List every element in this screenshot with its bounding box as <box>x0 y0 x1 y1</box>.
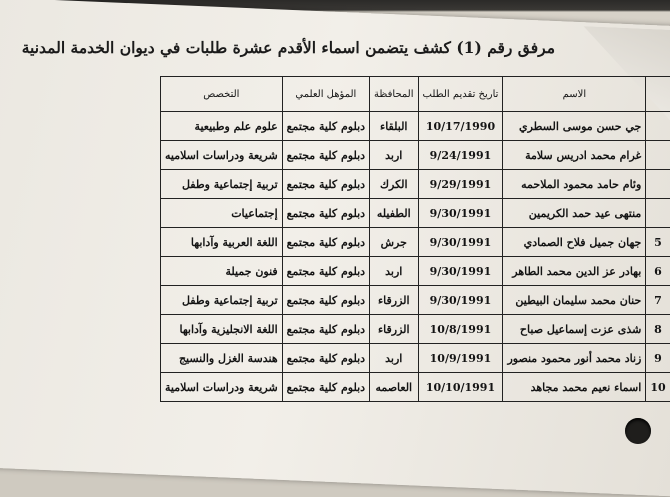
cell-name: وئام حامد محمود الملاحمه <box>503 170 646 199</box>
cell-name: بهادر عز الدين محمد الطاهر <box>503 257 646 286</box>
cell-specialization: هندسة الغزل والنسيج <box>161 344 283 373</box>
cell-number <box>646 112 670 141</box>
cell-qualification: دبلوم كلية مجتمع <box>282 286 369 315</box>
cell-specialization: تربية إجتماعية وطفل <box>161 286 283 315</box>
cell-governorate: البلقاء <box>370 112 418 141</box>
table-row <box>161 170 670 199</box>
cell-date: 10/8/1991 <box>418 315 503 344</box>
cell-qualification: دبلوم كلية مجتمع <box>282 373 369 402</box>
table-row <box>161 112 670 141</box>
cell-qualification: دبلوم كلية مجتمع <box>282 170 369 199</box>
cell-governorate: الكرك <box>370 170 418 199</box>
cell-number: 9 <box>646 344 670 373</box>
cell-name: جهان جميل فلاح الصمادي <box>503 228 646 257</box>
cell-governorate: اربد <box>370 257 418 286</box>
header-number <box>646 77 670 112</box>
cell-number: 8 <box>646 315 670 344</box>
cell-specialization: اللغة العربية وآدابها <box>161 228 283 257</box>
cell-specialization: إجتماعيات <box>161 199 283 228</box>
cell-governorate: الزرقاء <box>370 286 418 315</box>
cell-date: 9/30/1991 <box>418 228 503 257</box>
header-qualification: المؤهل العلمي <box>282 77 369 112</box>
cell-date: 9/30/1991 <box>418 257 503 286</box>
document-title: مرفق رقم (1) كشف يتضمن اسماء الأقدم عشرة طلبات في ديوان الخدمة المدنية <box>160 38 555 57</box>
cell-name: اسماء نعيم محمد مجاهد <box>503 373 646 402</box>
table-header-row <box>161 77 670 112</box>
cell-specialization: تربية إجتماعية وطفل <box>161 170 283 199</box>
cell-qualification: دبلوم كلية مجتمع <box>282 141 369 170</box>
cell-governorate: العاصمه <box>370 373 418 402</box>
table-row <box>161 228 670 257</box>
cell-qualification: دبلوم كلية مجتمع <box>282 344 369 373</box>
cell-date: 9/30/1991 <box>418 199 503 228</box>
table-row <box>161 286 670 315</box>
table-row <box>161 141 670 170</box>
cell-specialization: شريعة ودراسات اسلاميه <box>161 141 283 170</box>
cell-qualification: دبلوم كلية مجتمع <box>282 228 369 257</box>
header-governorate: المحافظة <box>370 77 418 112</box>
cell-specialization: فنون جميلة <box>161 257 283 286</box>
cell-qualification: دبلوم كلية مجتمع <box>282 315 369 344</box>
cell-date: 9/30/1991 <box>418 286 503 315</box>
cell-governorate: جرش <box>370 228 418 257</box>
cell-date: 10/9/1991 <box>418 344 503 373</box>
cell-number: 5 <box>646 228 670 257</box>
table-row <box>161 257 670 286</box>
cell-governorate: اربد <box>370 141 418 170</box>
cell-governorate: اربد <box>370 344 418 373</box>
cell-qualification: دبلوم كلية مجتمع <box>282 112 369 141</box>
applicants-table <box>160 76 670 402</box>
table-row <box>161 373 670 402</box>
cell-governorate: الزرقاء <box>370 315 418 344</box>
cell-number <box>646 141 670 170</box>
punch-hole <box>625 418 651 444</box>
header-date: تاريخ تقديم الطلب <box>418 77 503 112</box>
cell-name: شذى عزت إسماعيل صباح <box>503 315 646 344</box>
cell-number: 10 <box>646 373 670 402</box>
cell-number <box>646 170 670 199</box>
header-name: الاسم <box>503 77 646 112</box>
cell-qualification: دبلوم كلية مجتمع <box>282 199 369 228</box>
cell-specialization: شريعة ودراسات اسلامية <box>161 373 283 402</box>
cell-date: 9/29/1991 <box>418 170 503 199</box>
cell-governorate: الطفيله <box>370 199 418 228</box>
table-row <box>161 199 670 228</box>
cell-date: 10/17/1990 <box>418 112 503 141</box>
cell-name: جي حسن موسى السطري <box>503 112 646 141</box>
cell-qualification: دبلوم كلية مجتمع <box>282 257 369 286</box>
cell-date: 10/10/1991 <box>418 373 503 402</box>
cell-number <box>646 199 670 228</box>
table-row <box>161 315 670 344</box>
cell-name: منتهى عيد حمد الكريمين <box>503 199 646 228</box>
cell-specialization: علوم علم وطبيعية <box>161 112 283 141</box>
cell-name: زناد محمد أنور محمود منصور <box>503 344 646 373</box>
cell-number: 6 <box>646 257 670 286</box>
cell-date: 9/24/1991 <box>418 141 503 170</box>
cell-specialization: اللغة الانجليزية وآدابها <box>161 315 283 344</box>
cell-number: 7 <box>646 286 670 315</box>
table-row <box>161 344 670 373</box>
cell-name: حنان محمد سليمان البيطين <box>503 286 646 315</box>
cell-name: غرام محمد ادريس سلامة <box>503 141 646 170</box>
header-specialization: التخصص <box>161 77 283 112</box>
